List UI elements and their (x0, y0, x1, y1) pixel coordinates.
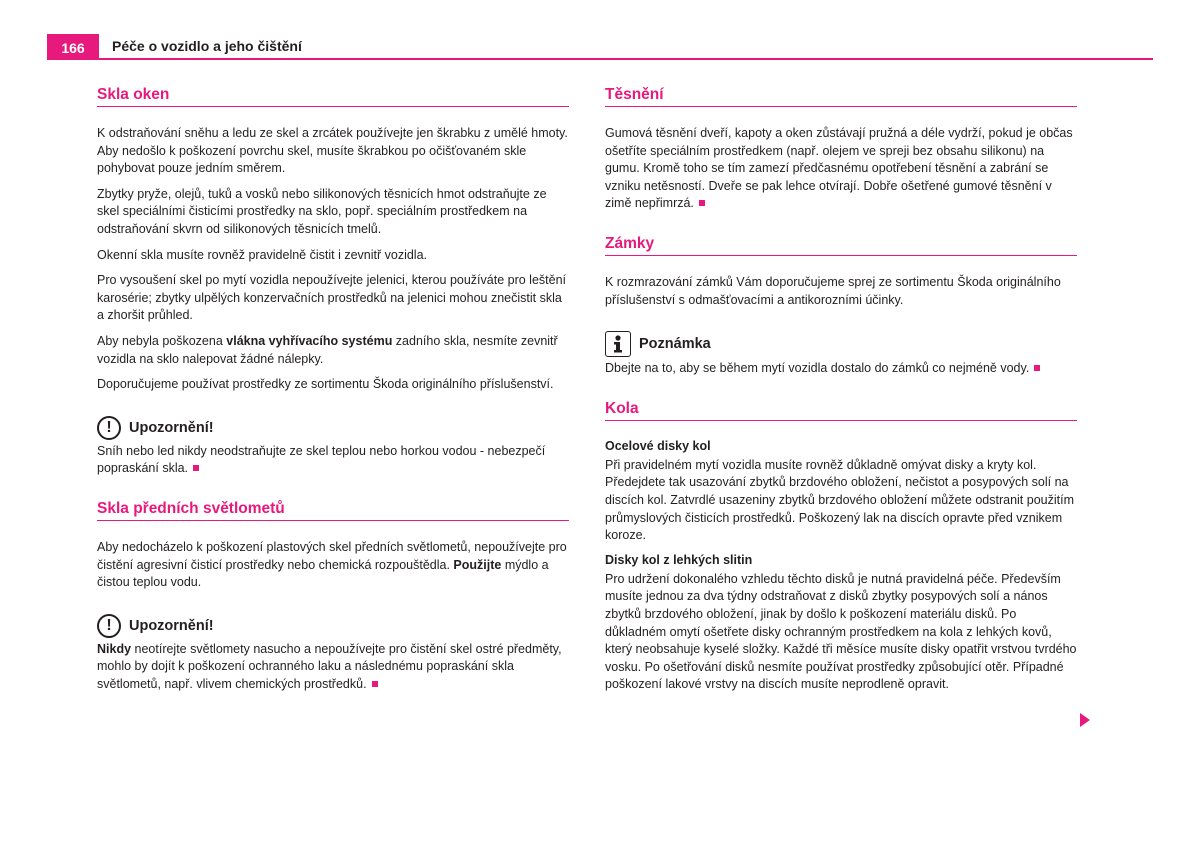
callout-text (97, 443, 569, 478)
section-end-marker-icon (699, 200, 705, 206)
paragraph: Okenní skla musíte rovněž pravidelně čistit i zevnitř vozidla. (97, 247, 427, 262)
paragraph: Zbytky pryže, olejů, tuků a vosků nebo silikonových těsnicích hmot odstraňujte ze skel speciálními čisticími prostředky na sklo, popř. speciálním prostředkem na odstraňování skvrn od silikonových těsnicích tmelů. (97, 186, 547, 236)
text-run: mýdlo a čistou teplou vodu. (97, 557, 549, 590)
callout-title: Upozornění! (129, 419, 214, 436)
section-title: Těsnění (605, 86, 1077, 107)
section-tesneni (605, 86, 1077, 213)
page-number: 166 (47, 34, 99, 60)
paragraph (97, 539, 569, 592)
running-header-title: Péče o vozidlo a jeho čištění (112, 38, 302, 54)
bold-text: Nikdy (97, 641, 132, 656)
bold-text: vlákna vyhřívacího systému (226, 333, 393, 348)
paragraph (97, 333, 569, 368)
sub-heading: Ocelové disky kol (605, 438, 711, 453)
callout-title: Poznámka (639, 336, 711, 353)
left-column (97, 86, 569, 715)
callout-header (605, 331, 1077, 357)
sub-heading: Disky kol z lehkých slitin (605, 552, 753, 567)
paragraph: Pro udržení dokonalého vzhledu těchto disků je nutná pravidelná péče. Především musíte jednou za dva týdny odstraňovat z disků zbytky posypových solí a nános zbytků brzdového obložení, jinak by došlo k poškození materiálu disků. Po důkladném omytí ošetřete disky ochranným prostředkem na kola z lehkých kovů, který neobsahuje kyselé složky. Každé tři měsíce musíte disky opatřit vrstvou tvrdého vosku. Po ošetřování disků nesmíte používat prostředky způsobující otěr. Případné poškození lakové vrstvy na discích musíte neprodleně opravit. (605, 571, 1077, 692)
callout-text (97, 641, 569, 694)
callout-header (97, 416, 569, 440)
section-title: Skla předních světlometů (97, 500, 569, 521)
warning-icon: ! (97, 614, 121, 638)
warning-callout (97, 416, 569, 478)
text-run: neotírejte světlomety nasucho a nepoužívejte pro čistění skel ostré předměty, mohlo by dojít k poškození ochranného laku a následnému popraskání skla světlometů, např. vlivem chemických prostředků. (97, 641, 562, 691)
section-end-marker-icon (193, 465, 199, 471)
section-svetlomety (97, 500, 569, 592)
text-run: zadního skla, nesmíte zevnitř vozidla na sklo nalepovat žádné nálepky. (97, 333, 558, 366)
section-end-marker-icon (1034, 365, 1040, 371)
paragraph: Pro vysoušení skel po mytí vozidla nepoužívejte jelenici, kterou používáte pro leštění karosérie; zbytky ulpělých konzervačních prostředků na jelenici mohou znečistit skla a zhoršit průhled. (97, 273, 567, 323)
paragraph: K odstraňování sněhu a ledu ze skel a zrcátek používejte jen škrabku z umělé hmoty. Aby nedošlo k poškození povrchu skel, musíte škrabkou po očišťovaném skle pohybovat pouze jedním směrem. (97, 126, 568, 176)
note-callout (605, 331, 1077, 378)
warning-icon: ! (97, 416, 121, 440)
info-glyph-icon (610, 334, 626, 354)
text-run: Aby nebyla poškozena (97, 333, 227, 348)
bold-text: Použijte (453, 557, 502, 572)
section-zamky (605, 235, 1077, 309)
section-skla-oken (97, 86, 569, 394)
warning-callout (97, 614, 569, 694)
paragraph: K rozmrazování zámků Vám doporučujeme sprej ze sortimentu Škoda originálního příslušenství s odmašťovacími a antikorozními účinky. (605, 274, 1061, 307)
text-run: Sníh nebo led nikdy neodstraňujte ze skel teplou nebo horkou vodou - nebezpečí popraskání skla. (97, 443, 546, 476)
text-run: Gumová těsnění dveří, kapoty a oken zůstávají pružná a déle vydrží, pokud je občas ošetříte speciálním prostředkem (např. olejem ve spreji bez obsahu silikonu) na gumu. Kromě toho se tím zamezí předčasnému opotřebení těsnění a zabrání se vzniku netěsností. Dveře se pak lehce otvírají. Dobře ošetřené gumové těsnění v zimě nepřimrzá. (605, 126, 1073, 211)
section-end-marker-icon (372, 681, 378, 687)
callout-header (97, 614, 569, 638)
section-kola (605, 400, 1077, 694)
paragraph: Při pravidelném mytí vozidla musíte rovněž důkladně omývat disky a kryty kol. Předejdete tak usazování zbytků brzdového obložení, nečistot a posypových solí na discích kol. Zatvrdlé usazeniny zbytků brzdového obložení můžete odstranit použitím průmyslových čisticích prostředků. Poškozený lak na discích opravte před vznikem koroze. (605, 457, 1074, 543)
callout-text (605, 360, 1077, 378)
section-title: Skla oken (97, 86, 569, 107)
section-title: Kola (605, 400, 1077, 421)
section-title: Zámky (605, 235, 1077, 256)
text-run: Aby nedocházelo k poškození plastových skel předních světlometů, nepoužívejte pro čistění agresivní čisticí prostředky nebo chemická rozpouštědla. (97, 539, 567, 572)
header-rule (47, 58, 1153, 60)
right-column (605, 86, 1077, 716)
paragraph: Doporučujeme používat prostředky ze sortimentu Škoda originálního příslušenství. (97, 377, 554, 392)
continue-arrow-icon (1080, 713, 1090, 727)
info-note-icon (605, 331, 631, 357)
text-run: Dbejte na to, aby se během mytí vozidla dostalo do zámků co nejméně vody. (605, 361, 1030, 376)
paragraph (605, 125, 1077, 213)
callout-title: Upozornění! (129, 617, 214, 634)
